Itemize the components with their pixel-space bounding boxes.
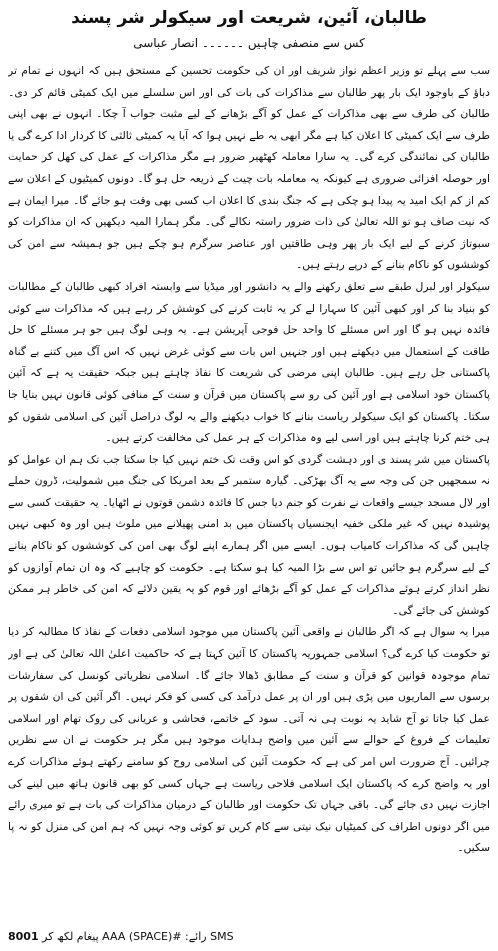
article-headline: طالبان، آئین، شریعت اور سیکولر شر پسند [71, 8, 427, 28]
sms-instruction: پیغام لکھ کر [42, 930, 99, 943]
sms-number: 8001 [8, 930, 39, 943]
sms-prefix: SMS رائے: [185, 930, 234, 943]
sms-code: #AAA (SPACE) [102, 930, 182, 943]
article-paragraph: سب سے پہلے تو وزیر اعظم نواز شریف اور ان کی حکومت تحسین کے مستحق ہیں کہ انہوں نے تمام تر دباؤ کے باوجود ایک بار پھر طالبان سے مذاکرات کی بات کی اور اس سلسلے میں ایک کمیٹی قائم کر دی۔ طالبان کی طرف سے بھی مذاکرات کے عمل کو آگے بڑھانے کے لیے مثبت جواب آ چکا۔ انہوں نے بھی اپنی طرف سے ایک کمیٹی کا اعلان کیا ہے مگر ابھی یہ طے نہیں ہوا کہ آیا یہ کمیٹی ثالثی کا کردار ادا کرے گی یا طالبان کی نمائندگی کرے گی۔ یہ سارا معاملہ کھٹھیر ضرور ہے مگر مذاکرات کے عمل کی کھل کر حمایت اور حوصلہ افزائی ضروری ہے کیونکہ یہ معاملہ بات چیت کے ذریعہ حل ہو گا۔ دونوں کمیٹیوں کے اعلان سے کم از کم ایک امید یہ پیدا ہو چکی ہے کہ جنگ بندی کا اعلان اب کسی بھی وقت ہو جائے گا۔ میرا ایمان ہے کہ نیت صاف ہو تو اللہ تعالیٰ کی ذات ضرور راستہ نکالے گی۔ مگر ہمارا المیہ دیکھیں کہ ان مذاکرات کو سبوتاژ کرنے کے لیے ایک بار پھر وہی طاقتیں اور عناصر سرگرم ہو چکے ہیں جو ہمیشہ سے امن کی کوششوں کو ناکام بنانے کے درپے رہتے ہیں۔ [8, 64, 490, 272]
article-body [8, 60, 490, 892]
article-paragraph: میرا یہ سوال ہے کہ اگر طالبان نے واقعی آئین پاکستان میں موجود اسلامی دفعات کے نفاذ کا مطالبہ کر دیا تو حکومت کیا کرے گی؟ اسلامی جمہوریہ پاکستان کا آئین کہتا ہے کہ حاکمیت اعلیٰ اللہ تعالیٰ کی ہے اور تمام موجودہ قوانین کو قرآن و سنت کے مطابق ڈھالا جائے گا۔ اسلامی نظریاتی کونسل کی سفارشات برسوں سے الماریوں میں پڑی ہیں اور ان پر عمل درآمد کی کسی کو فکر نہیں۔ اگر آئین کی ان شقوں پر عمل کیا جاتا تو آج شاید یہ نوبت ہی نہ آتی۔ سود کے خاتمے، فحاشی و عریانی کی روک تھام اور اسلامی تعلیمات کے فروغ کے حوالے سے آئین میں واضح ہدایات موجود ہیں مگر ہر حکومت نے ان سے نظریں چرائیں۔ آج ضرورت اس امر کی ہے کہ حکومت آئین کی اسلامی روح کو سامنے رکھتے ہوئے مذاکرات کرے اور یہ واضح کرے کہ پاکستان ایک اسلامی فلاحی ریاست ہے جہاں کسی کو بھی قانون ہاتھ میں لینے کی اجازت نہیں دی جائے گی۔ باقی جہاں تک حکومت اور طالبان کے درمیان مذاکرات کی بات ہے تو میری رائے میں اگر دونوں اطراف کی کمیٹیاں نیک نیتی سے کام کریں تو کوئی وجہ نہیں کہ ہم امن کی منزل کو نہ پا سکیں۔ [8, 625, 490, 855]
article-byline: کس سے منصفی چاہیں ۔۔۔۔۔۔ انصار عباسی [133, 36, 365, 50]
article-paragraph: سیکولر اور لبرل طبقے سے تعلق رکھنے والے یہ دانشور اور میڈیا سے وابستہ افراد کبھی طالبان کے مطالبات کو بنیاد بنا کر اور کبھی آئین کا سہارا لے کر یہ ثابت کرنے کی کوشش کر رہے ہیں کہ مذاکرات سے کوئی فائدہ نہیں ہو گا اور اس مسئلے کا واحد حل فوجی آپریشن ہے۔ یہ وہی لوگ ہیں جو ہر مسئلے کا حل طاقت کے استعمال میں دیکھتے ہیں اور جنہیں اس بات سے کوئی غرض نہیں کہ اس آگ میں کتنے بے گناہ پاکستانی جل رہے ہیں۔ طالبان اپنی مرضی کی شریعت کا نفاذ چاہتے ہیں جبکہ حقیقت یہ ہے کہ آئین پاکستان خود اسلامی ہے اور آئین کی رو سے پاکستان میں قرآن و سنت کے منافی کوئی قانون نہیں بنایا جا سکتا۔ پاکستان کو ایک سیکولر ریاست بنانے کا خواب دیکھنے والے یہ لوگ دراصل آئین کی اسلامی شقوں کو ہی ختم کرنا چاہتے ہیں اور اسی لیے وہ مذاکرات کے ہر عمل کی مخالفت کرتے ہیں۔ [8, 279, 490, 445]
sms-feedback-line [8, 929, 234, 945]
article-paragraph: پاکستان میں شر پسند ی اور دہشت گردی کو اس وقت تک ختم نہیں کیا جا سکتا جب تک ہم ان عوامل کو نہ سمجھیں جن کی وجہ سے یہ آگ بھڑکی۔ گیارہ ستمبر کے بعد امریکا کی جنگ میں شمولیت، ڈرون حملے اور لال مسجد جیسے واقعات نے نفرت کو جنم دیا جس کا فائدہ دشمن قوتوں نے اٹھایا۔ یہ حقیقت کسی سے پوشیدہ نہیں کہ غیر ملکی خفیہ ایجنسیاں پاکستان میں بد امنی پھیلانے میں ملوث ہیں اور وہ کبھی نہیں چاہیں گی کہ مذاکرات کامیاب ہوں۔ ایسے میں اگر ہمارے اپنے لوگ بھی امن کی کوششوں کو ناکام بنانے کے لیے سرگرم ہو جائیں تو اس سے بڑا المیہ کیا ہو سکتا ہے۔ حکومت کو چاہیے کہ وہ ان تمام آوازوں کو نظر انداز کرتے ہوئے مذاکرات کے عمل کو آگے بڑھائے اور قوم کو یہ یقین دلائے کہ امن کی خاطر ہر ممکن کوشش کی جائے گی۔ [8, 452, 490, 617]
